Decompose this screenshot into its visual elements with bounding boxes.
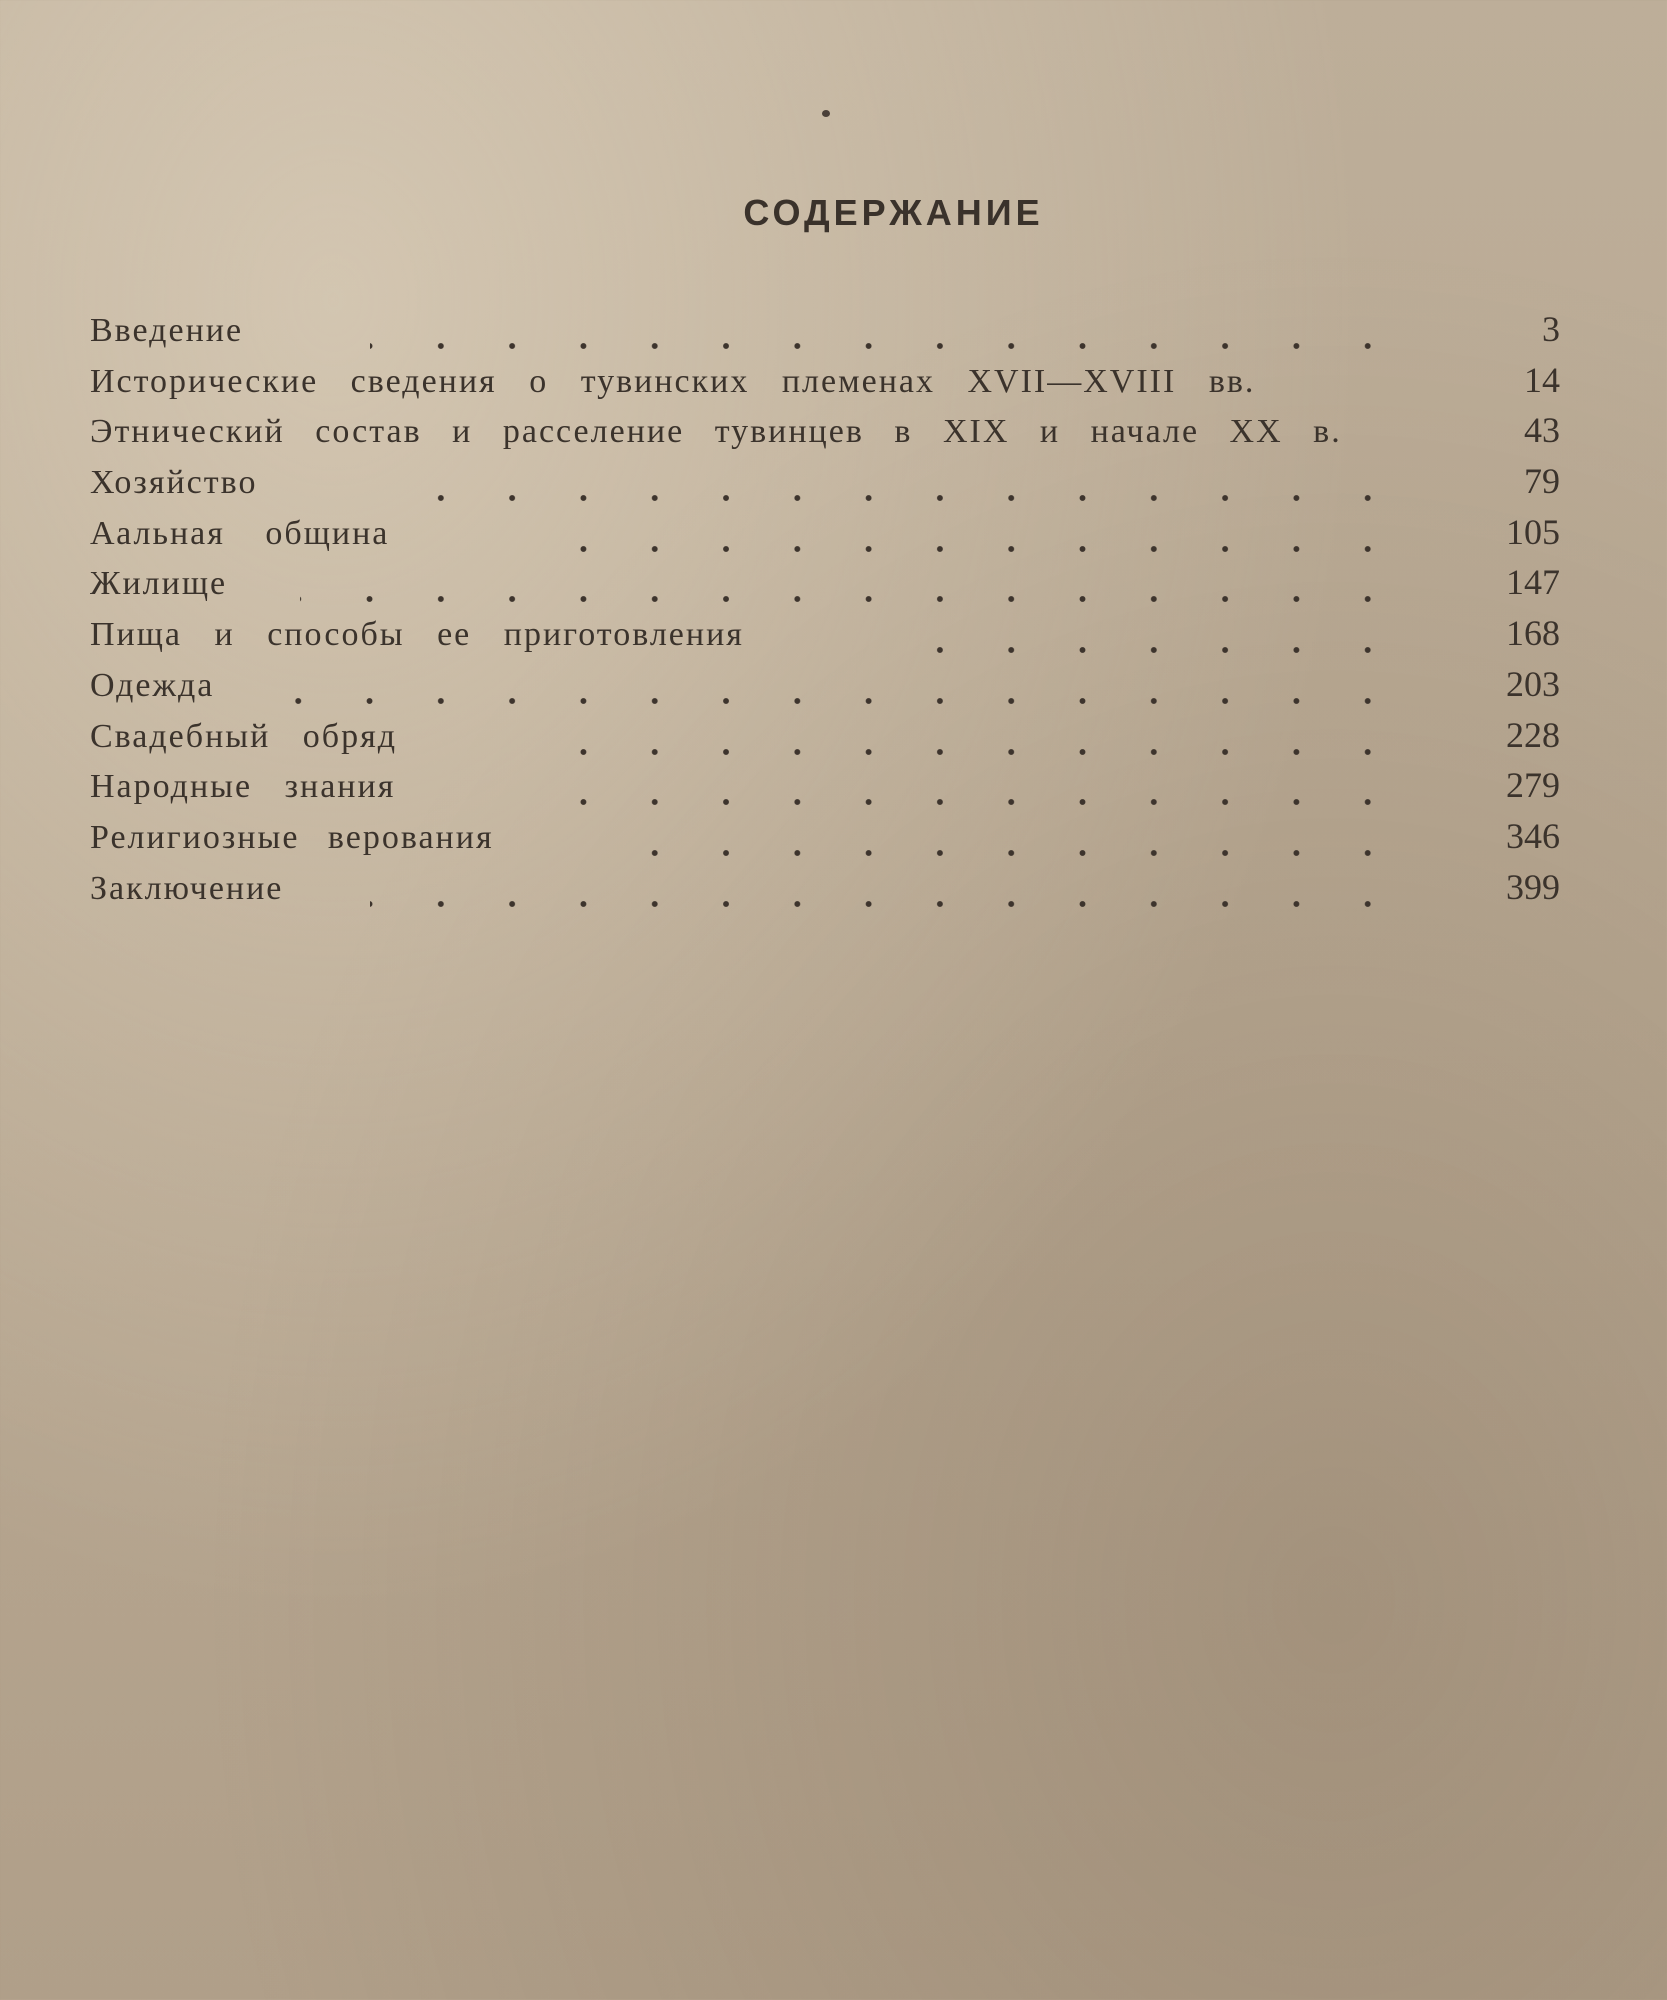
toc-entry-page: 43: [1524, 410, 1560, 451]
toc-entry-page: 203: [1506, 663, 1560, 704]
toc-entry-label: Народные знания: [90, 768, 396, 806]
toc-entry-label: Хозяйство: [90, 464, 258, 502]
page-title: СОДЕРЖАНИЕ: [743, 192, 1044, 233]
toc-entry-label: Заключение: [90, 869, 284, 907]
toc-entry-dwelling: [90, 562, 1560, 616]
toc-entry-ethnic-composition: [90, 410, 1560, 464]
dot-leader: [380, 494, 1435, 502]
dot-leader: [270, 697, 1435, 705]
toc-entry-introduction: [90, 309, 1560, 363]
toc-entry-page: 399: [1506, 866, 1560, 907]
table-of-contents: [90, 309, 1560, 920]
toc-entry-clothing: [90, 663, 1560, 718]
toc-entry-page: 346: [1506, 815, 1560, 856]
dot-leader: [600, 849, 1435, 857]
dot-leader: [520, 748, 1435, 756]
toc-entry-label: Аальная община: [90, 514, 390, 552]
dot-leader: [890, 646, 1435, 654]
toc-entry-label: Жилище: [90, 565, 228, 603]
toc-entry-conclusion: [90, 866, 1560, 921]
toc-entry-label: Пища и способы ее приготовления: [90, 616, 744, 654]
dot-leader: [530, 545, 1435, 553]
toc-entry-label: Религиозные верования: [90, 818, 494, 856]
dot-leader: [370, 342, 1435, 350]
toc-entry-page: 147: [1506, 562, 1560, 603]
toc-entry-label: Свадебный обряд: [90, 717, 398, 755]
dot-leader: [300, 595, 1435, 603]
dot-leader: [520, 798, 1435, 806]
toc-entry-wedding: [90, 714, 1560, 769]
toc-entry-food: [90, 613, 1560, 667]
toc-entry-page: 105: [1506, 511, 1560, 552]
toc-entry-label: Одежда: [90, 666, 215, 704]
toc-entry-label: Исторические сведения о тувинских племенах XVII—XVIII вв.: [90, 362, 1256, 400]
toc-entry-economy: [90, 461, 1560, 515]
ink-speck: [822, 110, 830, 117]
toc-entry-page: 168: [1506, 613, 1560, 654]
toc-entry-page: 79: [1524, 461, 1560, 502]
toc-entry-religious-beliefs: [90, 815, 1560, 870]
toc-entry-history: [90, 359, 1560, 414]
dot-leader: [370, 900, 1435, 908]
toc-entry-page: 3: [1542, 309, 1560, 349]
toc-entry-label: Этнический состав и расселение тувинцев в XIX и начале XX в.: [90, 413, 1342, 451]
toc-entry-label: Введение: [90, 312, 244, 349]
toc-entry-page: 279: [1506, 765, 1560, 806]
toc-entry-page: 228: [1506, 714, 1560, 755]
toc-entry-aal-community: [90, 511, 1560, 566]
toc-entry-page: 14: [1524, 359, 1560, 400]
toc-entry-folk-knowledge: [90, 765, 1560, 819]
